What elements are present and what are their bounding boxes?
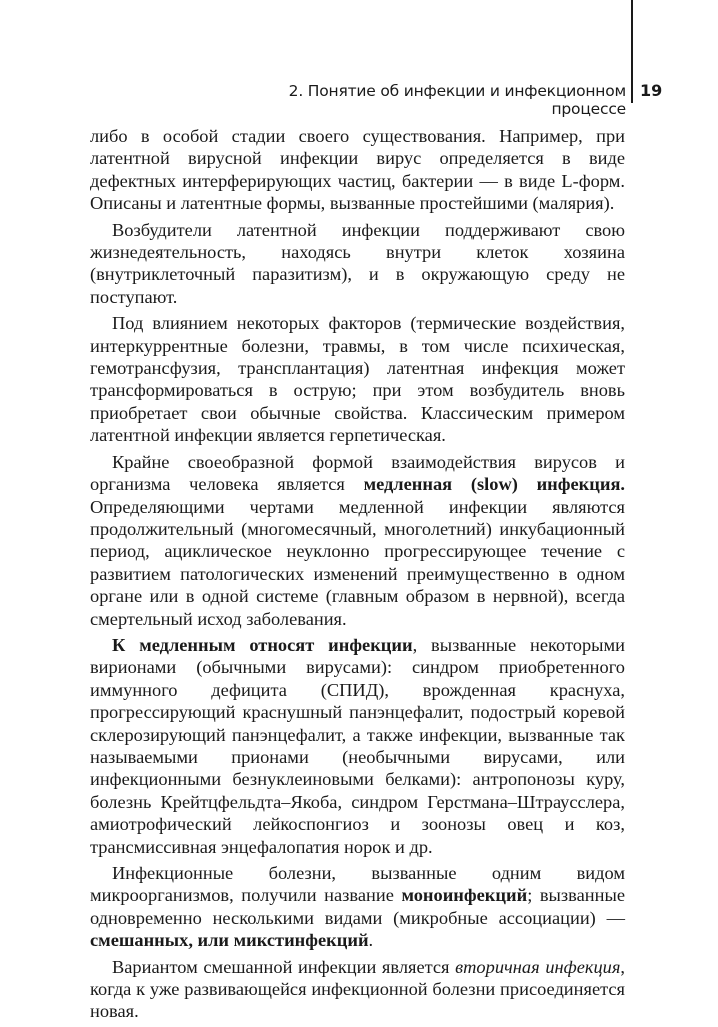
paragraph-7 [90,956,625,1023]
paragraph-4-text-cont: Определяющими чертами медленной инфекции являются продолжительный (многомесячный, многолетний) инкубационный период, ациклическое неуклонно прогрессирующее течение с развитием патологических изменений преимущественно в одном органе или в одной системе (главным образом в нервной), всегда смертельный исход заболевания. [90,496,625,629]
paragraph-1: либо в особой стадии своего существования. Например, при латентной вирусной инфекции вирус определяется в виде дефектных интерферирующих частиц, бактерии — в виде L-форм. Описаны и латентные формы, вызванные простейшими (малярия). [90,126,625,214]
paragraph-4-text: Крайне своеобразной формой взаимодействия вирусов и организма человека является [90,451,625,495]
paragraph-7-text-end: , когда к уже развивающейся инфекционной болезни присоединяется новая. [90,956,626,1022]
paragraph-6 [90,862,625,952]
paragraph-6-text-end: . [368,930,374,951]
page-body [90,125,625,1027]
paragraph-6-text-mid: ; вызванные одновременно несколькими видами (микробные ассоциации) — [90,885,625,928]
header-rule-vertical [631,0,633,103]
paragraph-3: Под влиянием некоторых факторов (термические воздействия, интеркуррентные болезни, травмы, в том числе психическая, гемотрансфузия, трансплантация) латентная инфекция может трансформироваться в острую; при этом возбудитель вновь приобретает свои обычные свойства. Классическим примером латентной инфекции является герпетическая. [90,313,625,446]
term-mixed-infection: смешанных, или микстинфекций [90,930,369,951]
running-header: 2. Понятие об инфекции и инфекционном процессе [288,82,626,118]
term-slow-infection: медленная (slow) инфекция. [363,474,625,495]
term-slow-infections-list: К медленным относят инфекции [112,634,413,655]
paragraph-4 [90,451,625,630]
term-secondary-infection: вторичная инфекция [455,956,621,977]
term-monoinfection: моноинфекций [401,885,528,906]
paragraph-5-text: , вызванные некоторыми вирионами (обычными вирусами): синдром приобретенного иммунного дефицита (СПИД), врожденная краснуха, прогрессирующий краснушный панэнцефалит, подострый коревой склерозирующий панэнцефалит, а также инфекции, вызванные так называемыми прионами (необычными вирусами, или инфекционными безнуклеиновыми белками): антропонозы куру, болезнь Крейтцфельдта–Якоба, синдром Герстмана–Штраусслера, амиотрофический лейкоспонгиоз и зоонозы овец и коз, трансмиссивная энцефалопатия норок и др. [90,634,625,857]
paragraph-6-text: Инфекционные болезни, вызванные одним видом микроорганизмов, получили название [90,863,625,906]
page-number: 19 [640,81,663,100]
paragraph-5 [90,634,625,858]
paragraph-7-text: Вариантом смешанной инфекции является [112,956,456,977]
paragraph-2: Возбудители латентной инфекции поддерживают свою жизнедеятельность, находясь внутри клеток хозяина (внутриклеточный паразитизм), и в окружающую среду не поступают. [90,219,625,307]
